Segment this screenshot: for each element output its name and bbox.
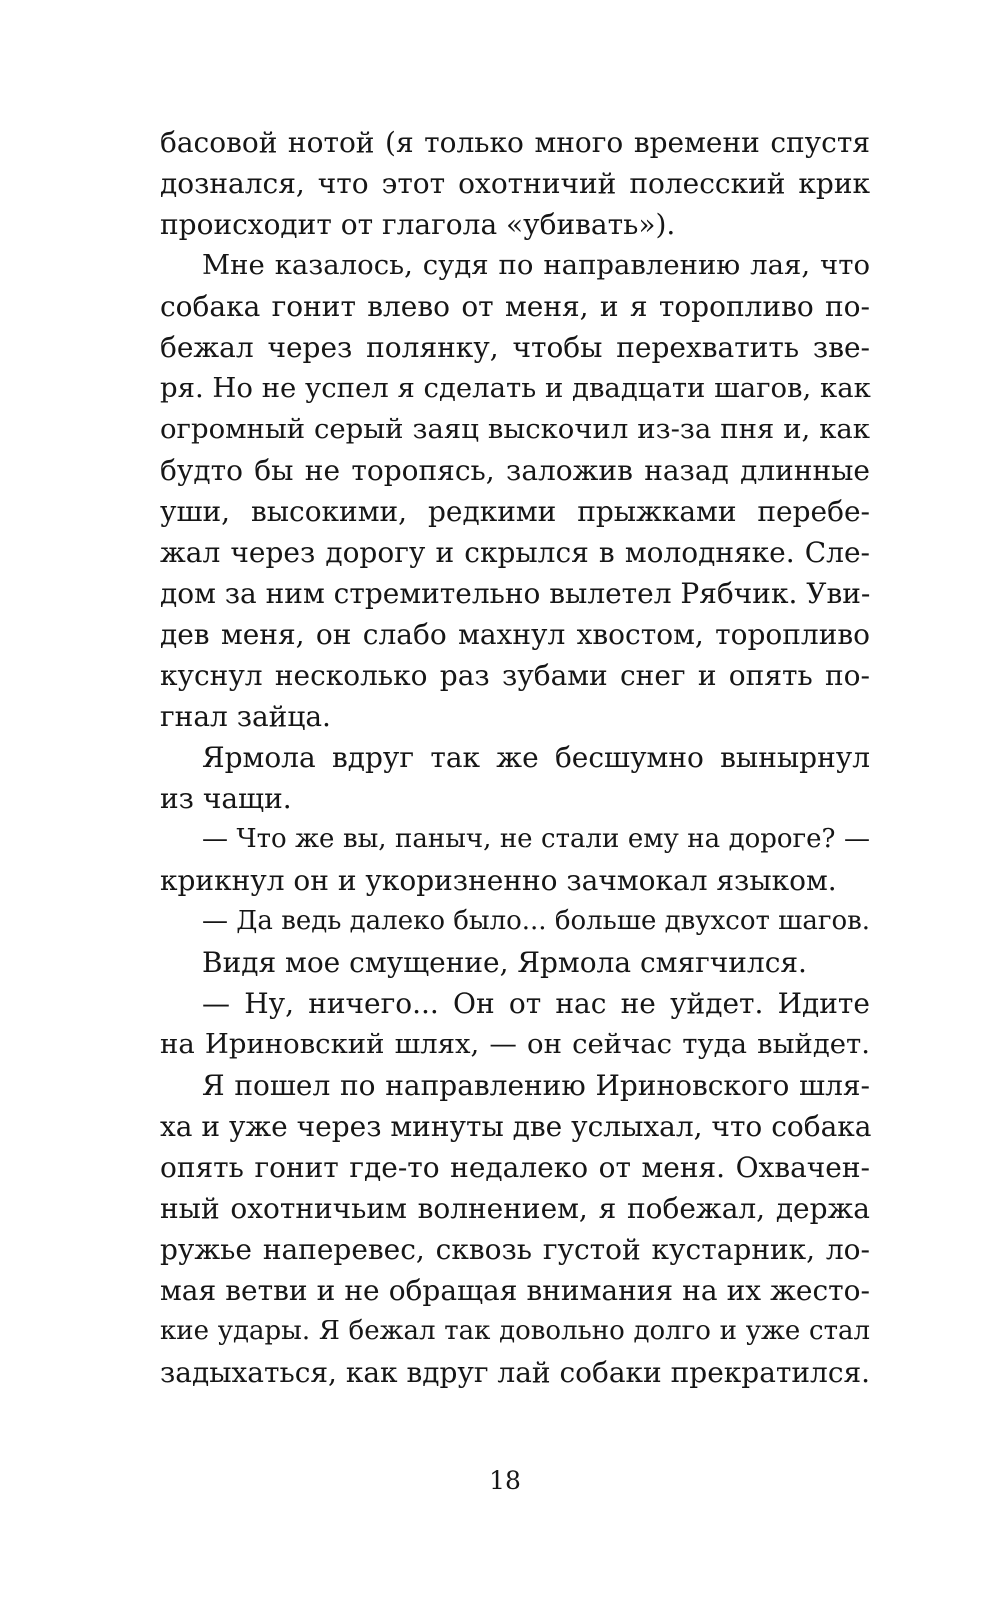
- text-line: собака гонит влево от меня, и я торопливо по-: [160, 290, 870, 323]
- text-line: на Ириновский шлях, — он сейчас туда выйдет.: [160, 1028, 870, 1060]
- text-line: происходит от глагола «убивать»).: [160, 208, 676, 241]
- text-line: дев меня, он слабо махнул хвостом, торопливо: [160, 618, 870, 651]
- text-line: — Ну, ничего... Он от нас не уйдет. Идите: [202, 987, 870, 1020]
- text-line: жал через дорогу и скрылся в молодняке. Сле-: [160, 536, 870, 569]
- text-line: уши, высокими, редкими прыжками перебе-: [160, 495, 870, 528]
- text-line: Видя мое смущение, Ярмола смягчился.: [202, 946, 807, 979]
- text-line: из чащи.: [160, 782, 292, 815]
- text-line: Мне казалось, судя по направлению лая, что: [202, 249, 870, 281]
- text-line: кие удары. Я бежал так довольно долго и уже стал: [160, 1316, 870, 1346]
- text-line: Я пошел по направлению Ириновского шля-: [202, 1069, 870, 1102]
- text-line: дом за ним стремительно вылетел Рябчик. Уви-: [160, 577, 871, 610]
- text-line: гнал зайца.: [160, 700, 331, 733]
- text-line: ха и уже через минуты две услыхал, что собака: [160, 1110, 872, 1143]
- text-line: крикнул он и укоризненно зачмокал языком.: [160, 864, 837, 897]
- text-line: басовой нотой (я только много времени спустя: [160, 126, 870, 159]
- text-line: дознался, что этот охотничий полесский крик: [160, 167, 870, 200]
- text-line: мая ветви и не обращая внимания на их жесто-: [160, 1274, 870, 1307]
- text-line: будто бы не торопясь, заложив назад длинные: [160, 454, 870, 487]
- text-line: огромный серый заяц выскочил из-за пня и, как: [160, 413, 870, 445]
- text-line: ный охотничьим волнением, я побежал, держа: [160, 1192, 870, 1225]
- page-number: 18: [489, 1466, 521, 1495]
- text-line: ря. Но не успел я сделать и двадцати шагов, как: [160, 372, 871, 404]
- text-line: — Да ведь далеко было... больше двухсот шагов.: [202, 906, 870, 936]
- text-line: ружье наперевес, сквозь густой кустарник, ло-: [160, 1233, 870, 1266]
- text-line: — Что же вы, паныч, не стали ему на дороге? —: [202, 824, 870, 854]
- text-line: куснул несколько раз зубами снег и опять по-: [160, 659, 870, 692]
- text-line: опять гонит где-то недалеко от меня. Охвачен-: [160, 1151, 870, 1184]
- body-text: [160, 122, 870, 1393]
- text-line: Ярмола вдруг так же бесшумно вынырнул: [202, 741, 870, 774]
- text-line: задыхаться, как вдруг лай собаки прекратился.: [160, 1356, 871, 1389]
- text-line: бежал через полянку, чтобы перехватить зве-: [160, 331, 870, 364]
